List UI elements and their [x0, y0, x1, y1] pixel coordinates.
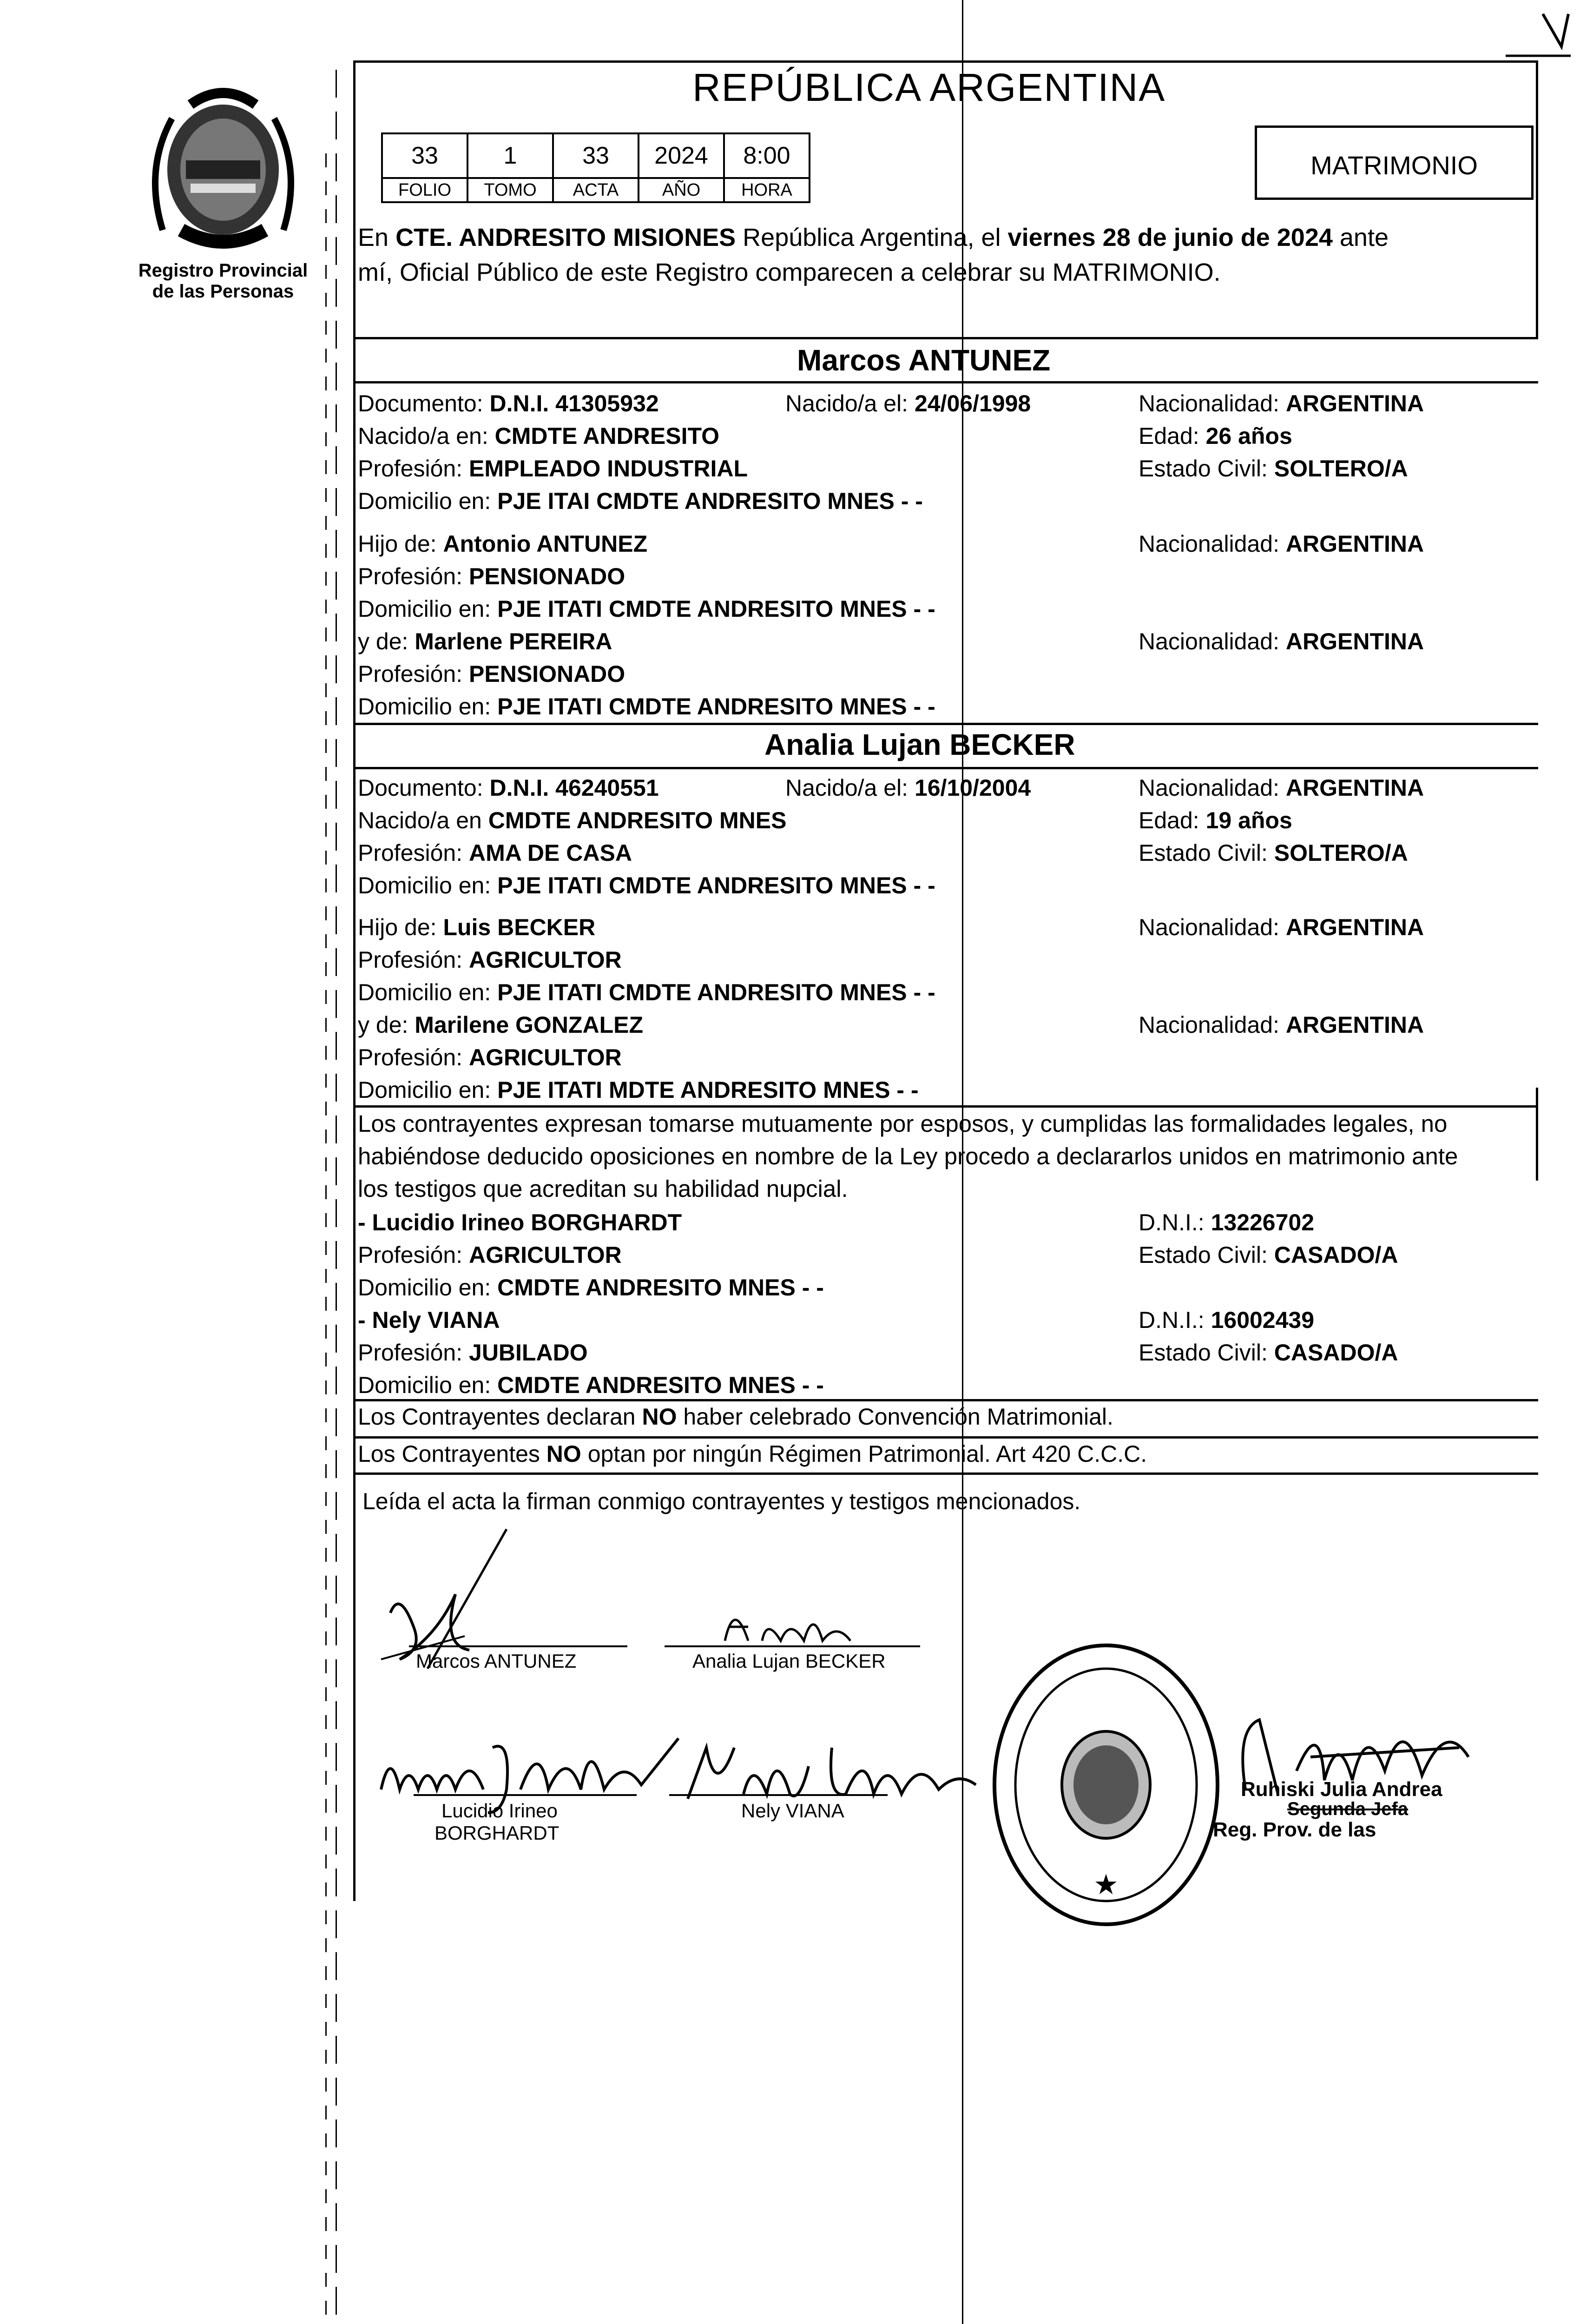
bride-mother-address: Domicilio en: PJE ITATI MDTE ANDRESITO MNES - - [358, 1077, 919, 1103]
registry-name-line2: de las Personas [152, 281, 294, 302]
acta-label: ACTA [553, 178, 639, 202]
ceremony-place: CTE. ANDRESITO MISIONES [395, 224, 736, 251]
groom-profession: Profesión: EMPLEADO INDUSTRIAL [358, 456, 748, 482]
groom-mother-profession: Profesión: PENSIONADO [358, 661, 625, 687]
frame-right [1536, 60, 1538, 339]
bride-top-rule [353, 723, 1538, 725]
groom-name: Marcos ANTUNEZ [797, 343, 1051, 377]
document-title: REPÚBLICA ARGENTINA [692, 66, 1166, 109]
groom-document: Documento: D.N.I. 41305932 [358, 390, 659, 416]
act-type-box [1255, 125, 1534, 200]
intro-line-2: mí, Oficial Público de este Registro comparecen a celebrar su MATRIMONIO. [358, 258, 1221, 286]
bride-mother-profession: Profesión: AGRICULTOR [358, 1044, 622, 1070]
registry-name-line1: Registro Provincial [138, 260, 308, 281]
groom-birth-date: Nacido/a el: 24/06/1998 [785, 390, 1031, 416]
groom-civil-status: Estado Civil: SOLTERO/A [1139, 456, 1408, 482]
witness-1-caption-line-1: Lucidio Irineo [441, 1800, 558, 1822]
bride-mother-nationality: Nacionalidad: ARGENTINA [1139, 1012, 1424, 1038]
groom-mother-nationality: Nacionalidad: ARGENTINA [1139, 628, 1424, 654]
bride-father-nationality: Nacionalidad: ARGENTINA [1139, 914, 1424, 940]
groom-signature-caption: Marcos ANTUNEZ [416, 1650, 577, 1672]
convention-rule-3 [353, 1472, 1538, 1475]
bride-profession: Profesión: AMA DE CASA [358, 840, 632, 866]
corner-mark-icon [1492, 9, 1575, 60]
bride-name: Analia Lujan BECKER [764, 728, 1075, 761]
registry-stamp [985, 1636, 1227, 1934]
misiones-seal-icon [135, 77, 311, 253]
frame-left [353, 60, 356, 1901]
bride-father-address: Domicilio en: PJE ITATI CMDTE ANDRESITO MNES - - [358, 979, 935, 1005]
witness-2-caption: Nely VIANA [741, 1800, 844, 1822]
convention-line-1: Los Contrayentes declaran NO haber celebrado Convención Matrimonial. [358, 1404, 1113, 1430]
official-office: Reg. Prov. de las [1213, 1818, 1376, 1841]
act-type-label: MATRIMONIO [1310, 151, 1478, 180]
hour-label: HORA [724, 178, 810, 202]
tomo-value: 1 [467, 133, 553, 178]
bride-signature-caption: Analia Lujan BECKER [692, 1650, 886, 1672]
groom-nationality: Nacionalidad: ARGENTINA [1139, 390, 1424, 416]
bride-signature-line [665, 1645, 920, 1647]
folio-label: FOLIO [382, 178, 467, 202]
intro-line-1: En CTE. ANDRESITO MISIONES República Argentina, el viernes 28 de junio de 2024 ante [358, 224, 1389, 251]
witness-2-address: Domicilio en: CMDTE ANDRESITO MNES - - [358, 1372, 824, 1398]
witness-2-signature-line [669, 1794, 888, 1796]
frame-top [353, 60, 1538, 63]
groom-name-rule [353, 381, 1538, 383]
declaration-line-1: Los contrayentes expresan tomarse mutuamente por esposos, y cumplidas las formalidades legales, no [358, 1110, 1448, 1137]
folio-table [381, 132, 810, 203]
groom-mother: y de: Marlene PEREIRA [358, 628, 612, 654]
witness-2-dni: D.N.I.: 16002439 [1139, 1307, 1315, 1333]
groom-birth-place: Nacido/a en: CMDTE ANDRESITO [358, 423, 719, 449]
tomo-label: TOMO [467, 178, 553, 202]
witness-1-civil-status: Estado Civil: CASADO/A [1139, 1242, 1398, 1268]
groom-mother-address: Domicilio en: PJE ITATI CMDTE ANDRESITO MNES - - [358, 693, 935, 720]
convention-rule [353, 1399, 1538, 1401]
groom-signature-line [409, 1645, 627, 1647]
folio-value: 33 [382, 133, 467, 178]
witness-2-profession: Profesión: JUBILADO [358, 1340, 588, 1366]
groom-father-profession: Profesión: PENSIONADO [358, 563, 625, 589]
declaration-line-3: los testigos que acreditan su habilidad nupcial. [358, 1175, 848, 1202]
declaration-rule [353, 1105, 1538, 1108]
groom-father-nationality: Nacionalidad: ARGENTINA [1139, 531, 1424, 557]
bride-name-rule [353, 767, 1538, 769]
bride-mother: y de: Marilene GONZALEZ [358, 1012, 644, 1038]
margin-rule [336, 70, 337, 2324]
witness-2-civil-status: Estado Civil: CASADO/A [1139, 1340, 1398, 1366]
witness-1-signature-line [414, 1794, 637, 1796]
bride-birth-date: Nacido/a el: 16/10/2004 [785, 775, 1031, 801]
groom-age: Edad: 26 años [1139, 423, 1292, 449]
witness-1-caption-line-2: BORGHARDT [434, 1822, 560, 1844]
bride-nationality: Nacionalidad: ARGENTINA [1139, 775, 1424, 801]
bride-birth-place: Nacido/a en CMDTE ANDRESITO MNES [358, 807, 787, 833]
margin-rule [325, 153, 327, 2324]
bride-father: Hijo de: Luis BECKER [358, 914, 596, 940]
closing-text: Leída el acta la firman conmigo contrayentes y testigos mencionados. [362, 1488, 1081, 1514]
bride-age: Edad: 19 años [1139, 807, 1292, 833]
year-value: 2024 [639, 133, 724, 178]
groom-address: Domicilio en: PJE ITAI CMDTE ANDRESITO MNES - - [358, 488, 923, 514]
groom-top-rule [353, 337, 1538, 339]
bride-signature [697, 1590, 892, 1655]
witness-1-dni: D.N.I.: 13226702 [1139, 1209, 1315, 1235]
groom-father-address: Domicilio en: PJE ITATI CMDTE ANDRESITO MNES - - [358, 596, 935, 622]
ceremony-date: viernes 28 de junio de 2024 [1007, 224, 1333, 251]
hour-value: 8:00 [724, 133, 810, 178]
bride-document: Documento: D.N.I. 46240551 [358, 775, 659, 801]
witness-1-name: - Lucidio Irineo BORGHARDT [358, 1209, 682, 1235]
groom-father: Hijo de: Antonio ANTUNEZ [358, 531, 648, 557]
frame-right-lower [1536, 1088, 1538, 1181]
bride-civil-status: Estado Civil: SOLTERO/A [1139, 840, 1408, 866]
witness-1-profession: Profesión: AGRICULTOR [358, 1242, 622, 1268]
convention-rule-2 [353, 1436, 1538, 1439]
convention-line-2: Los Contrayentes NO optan por ningún Régimen Patrimonial. Art 420 C.C.C. [358, 1441, 1147, 1467]
declaration-line-2: habiéndose deducido oposiciones en nombre de la Ley procedo a declararlos unidos en matrimonio ante [358, 1143, 1458, 1169]
official-title: Segunda Jefa [1287, 1799, 1409, 1819]
bride-address: Domicilio en: PJE ITATI CMDTE ANDRESITO MNES - - [358, 872, 935, 898]
svg-text:★: ★ [1093, 1869, 1119, 1900]
registry-logo [135, 77, 311, 253]
bride-father-profession: Profesión: AGRICULTOR [358, 947, 622, 973]
year-label: AÑO [639, 178, 724, 202]
witness-2-name: - Nely VIANA [358, 1307, 500, 1333]
witness-1-address: Domicilio en: CMDTE ANDRESITO MNES - - [358, 1274, 824, 1301]
acta-value: 33 [553, 133, 639, 178]
official-name: Ruhiski Julia Andrea [1241, 1778, 1442, 1801]
